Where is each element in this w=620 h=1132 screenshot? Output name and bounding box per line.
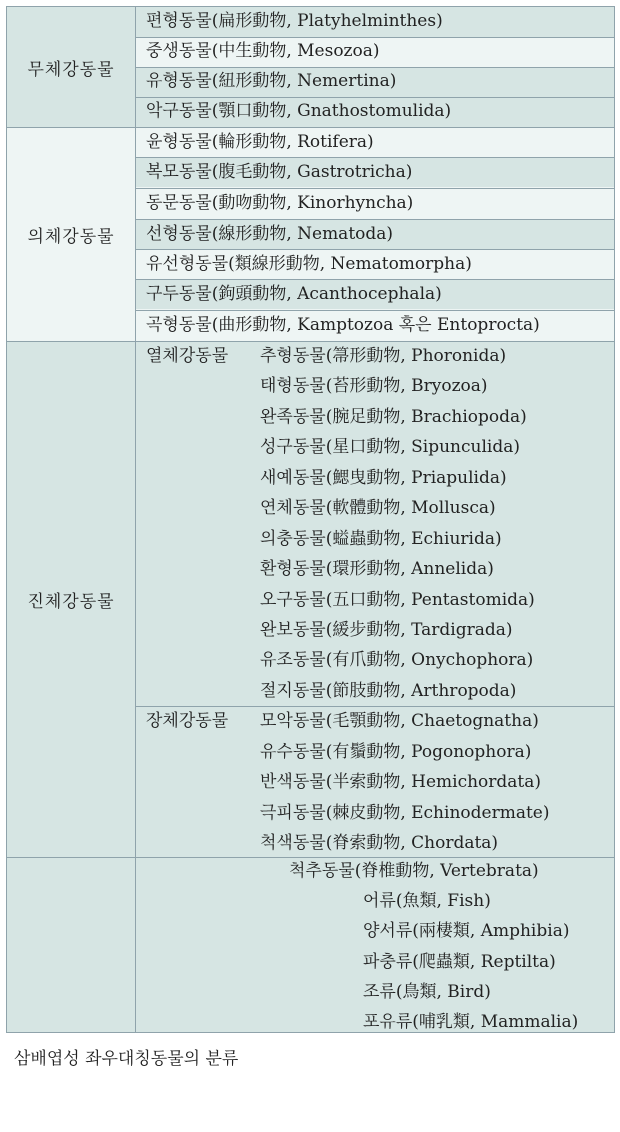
taxon-cell: 윤형동물(輪形動物, Rotifera)	[146, 132, 374, 152]
taxon-cell: 유선형동물(類線形動物, Nematomorpha)	[146, 254, 472, 274]
row-divider	[135, 706, 614, 707]
row-divider	[135, 310, 614, 311]
taxon-cell: 포유류(哺乳類, Mammalia)	[363, 1012, 579, 1032]
row-divider	[135, 249, 614, 250]
group-label-pseudocoelomate: 의체강동물	[27, 226, 115, 247]
row-shade	[135, 857, 614, 1032]
row-divider	[135, 37, 614, 38]
classification-table	[6, 6, 615, 1033]
group-label-eucoelomate: 진체강동물	[27, 591, 115, 612]
taxon-cell: 어류(魚類, Fish)	[363, 891, 491, 911]
taxon-cell: 유수동물(有鬚動物, Pogonophora)	[260, 742, 532, 762]
taxon-cell: 양서류(兩棲類, Amphibia)	[363, 921, 570, 941]
taxon-cell: 완보동물(緩步動物, Tardigrada)	[260, 620, 513, 640]
row-divider	[135, 67, 614, 68]
taxon-cell-vertebrata: 척추동물(脊椎動物, Vertebrata)	[289, 861, 539, 881]
taxon-cell: 유형동물(紐形動物, Nemertina)	[146, 71, 397, 91]
taxon-cell: 연체동물(軟體動物, Mollusca)	[260, 498, 496, 518]
row-divider	[135, 157, 614, 158]
taxon-cell: 태형동물(苔形動物, Bryozoa)	[260, 376, 488, 396]
table-caption: 삼배엽성 좌우대칭동물의 분류	[14, 1049, 239, 1069]
taxon-cell: 파충류(爬蟲類, Reptilta)	[363, 952, 556, 972]
taxon-cell: 조류(鳥類, Bird)	[363, 982, 491, 1002]
row-divider	[135, 188, 614, 189]
row-divider	[135, 97, 614, 98]
taxon-cell: 유조동물(有爪動物, Onychophora)	[260, 650, 534, 670]
taxon-cell: 오구동물(五口動物, Pentastomida)	[260, 590, 535, 610]
group-label-acoelomate: 무체강동물	[27, 59, 115, 80]
subgroup-label-schizocoelomate: 열체강동물	[146, 346, 229, 366]
taxon-cell: 악구동물(顎口動物, Gnathostomulida)	[146, 101, 452, 121]
row-divider	[135, 279, 614, 280]
taxon-cell: 모악동물(毛顎動物, Chaetognatha)	[260, 711, 539, 731]
subgroup-label-enterocoelomate: 장체강동물	[146, 711, 229, 731]
taxon-cell: 새예동물(鰓曳動物, Priapulida)	[260, 468, 507, 488]
taxon-cell: 선형동물(線形動物, Nematoda)	[146, 224, 394, 244]
taxon-cell: 복모동물(腹毛動物, Gastrotricha)	[146, 162, 413, 182]
taxon-cell: 동문동물(動吻動物, Kinorhyncha)	[146, 193, 414, 213]
taxon-cell: 편형동물(扁形動物, Platyhelminthes)	[146, 11, 443, 31]
row-divider	[135, 219, 614, 220]
taxon-cell: 추형동물(箒形動物, Phoronida)	[260, 346, 507, 366]
taxon-cell: 완족동물(腕足動物, Brachiopoda)	[260, 407, 527, 427]
taxon-cell: 성구동물(星口動物, Sipunculida)	[260, 437, 520, 457]
taxon-cell: 환형동물(環形動物, Annelida)	[260, 559, 494, 579]
taxon-cell: 반색동물(半索動物, Hemichordata)	[260, 772, 542, 792]
taxon-cell: 구두동물(鉤頭動物, Acanthocephala)	[146, 284, 442, 304]
taxon-cell: 곡형동물(曲形動物, Kamptozoa 혹은 Entoprocta)	[146, 315, 540, 335]
group-divider	[7, 857, 614, 858]
taxon-cell: 척색동물(脊索動物, Chordata)	[260, 833, 499, 853]
taxon-cell: 의충동물(螠蟲動物, Echiurida)	[260, 529, 502, 549]
taxon-cell: 중생동물(中生動物, Mesozoa)	[146, 41, 380, 61]
column-divider	[135, 7, 136, 1032]
taxon-cell: 절지동물(節肢動物, Arthropoda)	[260, 681, 517, 701]
taxon-cell: 극피동물(棘皮動物, Echinodermate)	[260, 803, 550, 823]
